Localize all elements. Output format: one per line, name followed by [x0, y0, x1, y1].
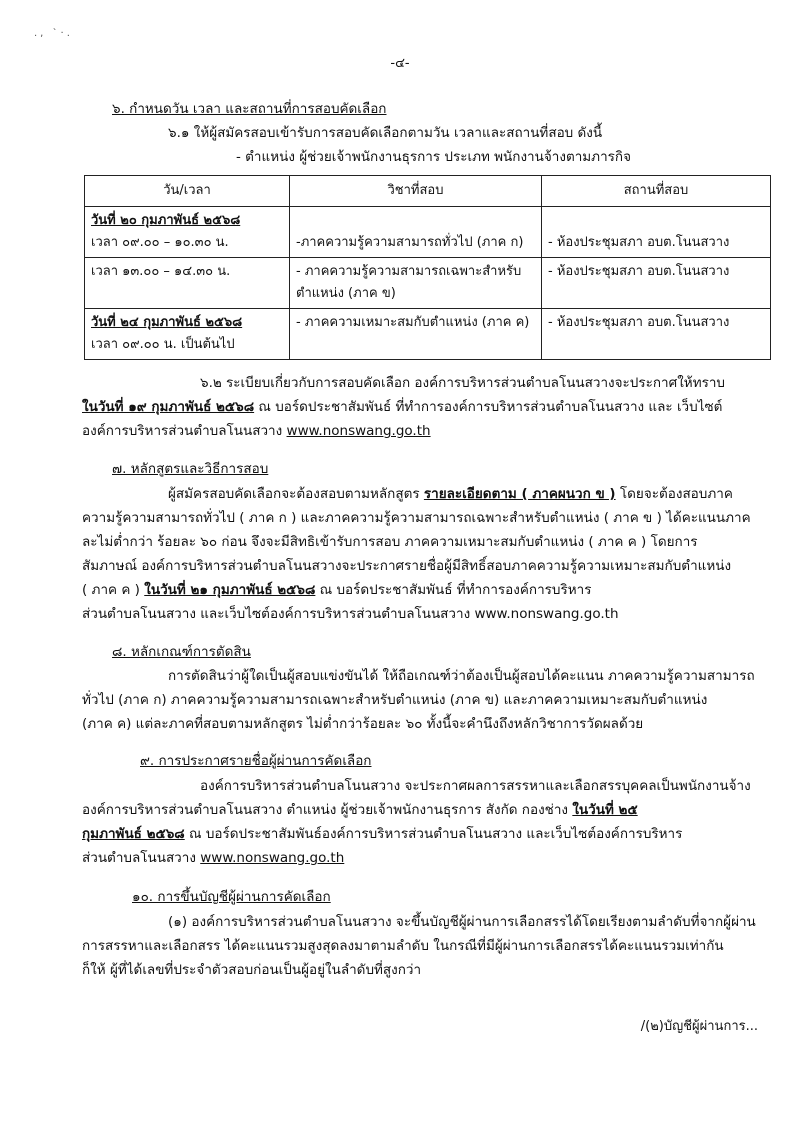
time-text: เวลา ๐๙.๐๐ – ๑๐.๓๐ น.: [91, 235, 229, 250]
section-8-line-2: ทั่วไป (ภาค ก) ภาคความรู้ความสามารถเฉพาะสำหรับตำแหน่ง (ภาค ข) และภาคความเหมาะสมกับตำแหน่ง: [82, 692, 708, 708]
subject-cell: [290, 207, 542, 258]
section-9-heading: ๙. การประกาศรายชื่อผู้ผ่านการคัดเลือก: [140, 753, 372, 769]
table-row: [85, 258, 771, 309]
position-text: องค์การบริหารส่วนตำบลโนนสวาง ตำแหน่ง ผู้ช่วยเจ้าพนักงานธุรการ สังกัด กองช่าง: [82, 802, 573, 818]
section-10-line-1: (๑) องค์การบริหารส่วนตำบลโนนสวาง จะขึ้นบัญชีผู้ผ่านการเลือกสรรได้โดยเรียงตามลำดับที่จากผู้ผ่าน: [168, 914, 756, 930]
page-number: -๔-: [390, 56, 410, 71]
section-10-line-2: การสรรหาและเลือกสรร ได้คะแนนรวมสูงสุดลงมาตามลำดับ ในกรณีที่มีผู้ผ่านการเลือกสรรได้คะแนนรวมเท่ากัน: [82, 938, 724, 954]
position-line: - ตำแหน่ง ผู้ช่วยเจ้าพนักงานธุรการ ประเภท พนักงานจ้างตามภารกิจ: [236, 149, 632, 165]
curriculum-text-end: โดยจะต้องสอบภาค: [615, 486, 733, 502]
header-subject: วิชาที่สอบ: [290, 176, 542, 207]
subject-cell: [290, 309, 542, 360]
section-9-line-1: องค์การบริหารส่วนตำบลโนนสวาง จะประกาศผลการสรรหาและเลือกสรรบุคคลเป็นพนักงานจ้าง: [200, 778, 751, 794]
scan-speck-marks: ., `·.: [34, 28, 73, 39]
time-text: เวลา ๑๓.๐๐ – ๑๔.๓๐ น.: [91, 264, 231, 279]
section-7-line-4: สัมภาษณ์ องค์การบริหารส่วนตำบลโนนสวางจะประกาศรายชื่อผู้มีสิทธิ์สอบภาคความรู้ความเหมาะสมกับตำแหน่ง: [82, 558, 732, 574]
section-7-line-2: ความรู้ความสามารถทั่วไป ( ภาค ก ) และภาคความรู้ความสามารถเฉพาะสำหรับตำแหน่ง ( ภาค ข ) ได้คะแนนภาค: [82, 510, 751, 526]
section-7-heading: ๗. หลักสูตรและวิธีการสอบ: [112, 461, 269, 477]
section-6-heading: ๖. กำหนดวัน เวลา และสถานที่การสอบคัดเลือก: [112, 101, 387, 117]
date-time-cell: [85, 207, 290, 258]
subject-cell: [290, 258, 542, 309]
venue-cell: [542, 207, 771, 258]
announce-date: ในวันที่ ๒๑ กุมภาพันธ์ ๒๕๖๘: [144, 582, 316, 598]
section-8-heading: ๘. หลักเกณฑ์การตัดสิน: [112, 644, 251, 660]
subject-line-1: [296, 210, 535, 232]
announce-date: ในวันที่ ๑๙ กุมภาพันธ์ ๒๕๖๘: [82, 399, 255, 415]
website-link[interactable]: www.nonswang.go.th: [200, 850, 345, 866]
date-text: วันที่ ๒๔ กุมภาพันธ์ ๒๕๖๘: [91, 315, 243, 330]
header-venue: สถานที่สอบ: [542, 176, 771, 207]
section-7-line-3: ละไม่ต่ำกว่า ร้อยละ ๖๐ ก่อน จึงจะมีสิทธิเข้ารับการสอบ ภาคความเหมาะสมกับตำแหน่ง ( ภาค ค ) โดยการ: [82, 534, 698, 550]
venue-cell: [542, 258, 771, 309]
header-date-time: วัน/เวลา: [85, 176, 290, 207]
section-7-line-6: ส่วนตำบลโนนสวาง และเว็บไซต์องค์การบริหารส่วนตำบลโนนสวาง www.nonswang.go.th: [82, 606, 619, 622]
section-9-line-2: [82, 801, 638, 819]
venue-text: - ห้องประชุมสภา อบต.โนนสวาง: [548, 264, 730, 279]
appendix-reference: รายละเอียดตาม ( ภาคผนวก ข ): [423, 486, 616, 502]
time-text: เวลา ๐๙.๐๐ น. เป็นต้นไป: [91, 337, 235, 352]
venue-cell: [542, 309, 771, 360]
section-9-line-3: [82, 825, 682, 843]
section-7-line-1: [168, 485, 733, 503]
table-row: [85, 207, 771, 258]
subject-line-2: -ภาคความรู้ความสามารถทั่วไป (ภาค ก): [296, 235, 524, 250]
section-6-2-line-3: [82, 422, 431, 440]
section-10-heading: ๑๐. การขึ้นบัญชีผู้ผ่านการคัดเลือก: [132, 889, 331, 905]
date-time-cell: [85, 258, 290, 309]
section-7-line-5: [82, 581, 591, 599]
website-link[interactable]: www.nonswang.go.th: [286, 423, 431, 439]
section-8-line-3: (ภาค ค) แต่ละภาคที่สอบตามหลักสูตร ไม่ต่ำกว่าร้อยละ ๖๐ ทั้งนี้จะคำนึงถึงหลักวิชาการวัดผลด้วย: [82, 716, 644, 732]
exam-schedule-table: [84, 175, 771, 360]
section-6-2-line-2: [82, 398, 722, 416]
section-9-line-4: [82, 849, 344, 867]
announce-place: ณ บอร์ดประชาสัมพันธ์ ที่ทำการองค์การบริหารส่วนตำบลโนนสวาง และ เว็บไซต์: [254, 399, 723, 415]
venue-text: - ห้องประชุมสภา อบต.โนนสวาง: [548, 315, 730, 330]
announce-date-cont: กุมภาพันธ์ ๒๕๖๘: [82, 826, 185, 842]
subject-line-2: ตำแหน่ง (ภาค ข): [296, 286, 396, 301]
date-time-cell: [85, 309, 290, 360]
announce-place: ณ บอร์ดประชาสัมพันธ์ ที่ทำการองค์การบริหาร: [315, 582, 592, 598]
subject-line-1: - ภาคความรู้ความสามารถเฉพาะสำหรับ: [296, 264, 522, 279]
part-c-label: ( ภาค ค ): [82, 582, 145, 598]
announce-date: ในวันที่ ๒๕: [572, 802, 638, 818]
section-6-1-text: ๖.๑ ให้ผู้สมัครสอบเข้ารับการสอบคัดเลือกตามวัน เวลาและสถานที่สอบ ดังนี้: [168, 125, 603, 141]
subject-line-1: - ภาคความเหมาะสมกับตำแหน่ง (ภาค ค): [296, 315, 530, 330]
curriculum-text: ผู้สมัครสอบคัดเลือกจะต้องสอบตามหลักสูตร: [168, 486, 424, 502]
section-8-line-1: การตัดสินว่าผู้ใดเป็นผู้สอบแข่งขันได้ ให้ถือเกณฑ์ว่าต้องเป็นผู้สอบได้คะแนน ภาคความรู้ความสามารถ: [168, 668, 755, 684]
continuation-note: /(๒)บัญชีผู้ผ่านการ...: [640, 1019, 758, 1034]
venue-text: - ห้องประชุมสภา อบต.โนนสวาง: [548, 235, 730, 250]
date-text: วันที่ ๒๐ กุมภาพันธ์ ๒๕๖๘: [91, 213, 241, 228]
table-header-row: [85, 176, 771, 207]
announce-place: ณ บอร์ดประชาสัมพันธ์องค์การบริหารส่วนตำบลโนนสวาง และเว็บไซต์องค์การบริหาร: [184, 826, 683, 842]
section-6-2-line-1: ๖.๒ ระเบียบเกี่ยวกับการสอบคัดเลือก องค์การบริหารส่วนตำบลโนนสวางจะประกาศให้ทราบ: [200, 375, 725, 391]
table-row: [85, 309, 771, 360]
org-name: ส่วนตำบลโนนสวาง: [82, 850, 201, 866]
section-10-line-3: ก็ให้ ผู้ที่ได้เลขที่ประจำตัวสอบก่อนเป็นผู้อยู่ในลำดับที่สูงกว่า: [82, 962, 422, 978]
org-name: องค์การบริหารส่วนตำบลโนนสวาง: [82, 423, 287, 439]
